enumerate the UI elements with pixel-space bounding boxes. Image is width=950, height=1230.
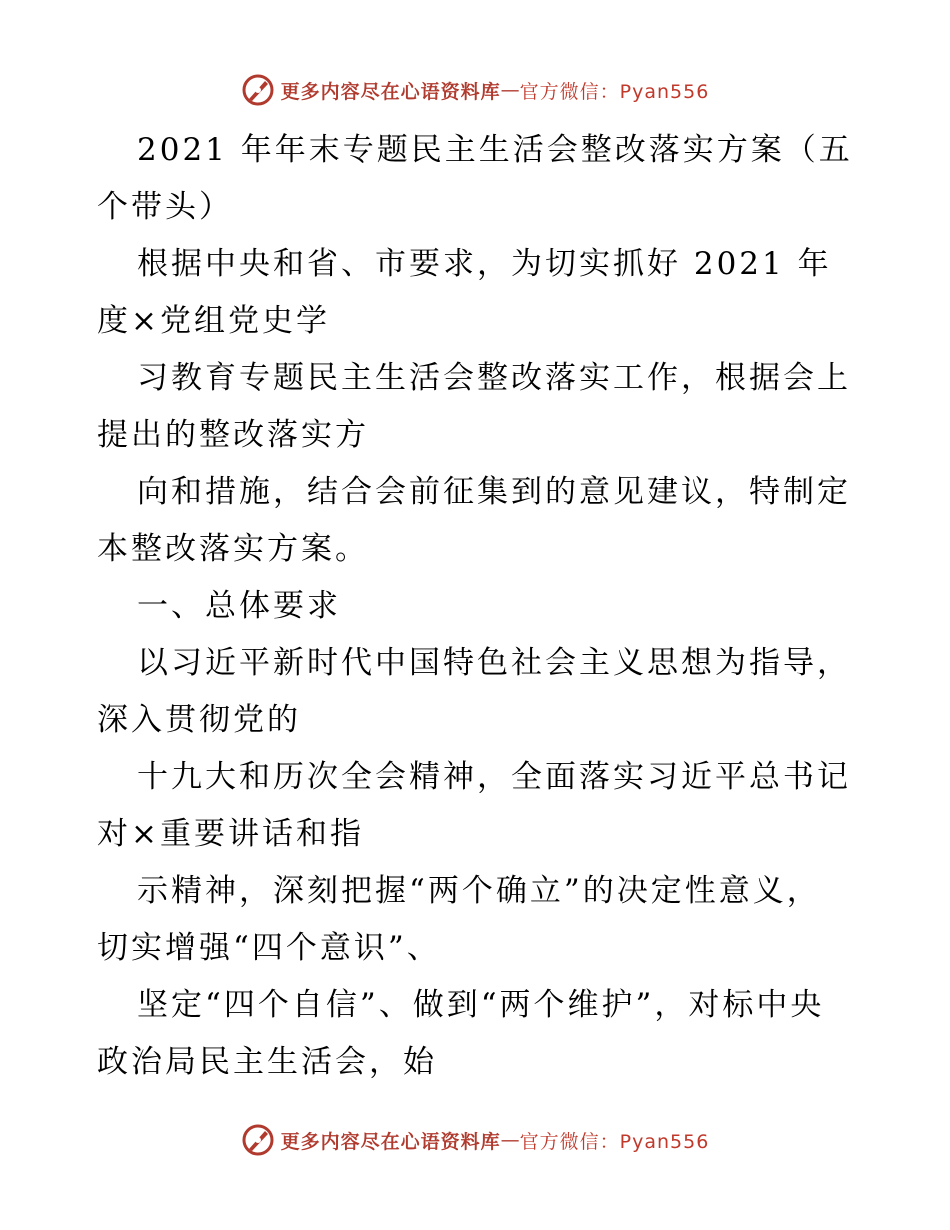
paragraph: 习教育专题民主生活会整改落实工作，根据会上提出的整改落实方 bbox=[97, 360, 851, 453]
document-title: 2021 年年末专题民主生活会整改落实方案（五个带头） bbox=[97, 132, 853, 225]
paragraph: 向和措施，结合会前征集到的意见建议，特制定本整改落实方案。 bbox=[97, 474, 851, 567]
paragraph: 以习近平新时代中国特色社会主义思想为指导，深入贯彻党的 bbox=[97, 645, 851, 738]
section-heading: 一、总体要求 bbox=[137, 588, 341, 624]
banner-dash: — bbox=[500, 1129, 520, 1151]
banner-dash: — bbox=[500, 79, 520, 101]
paragraph: 坚定“四个自信”、做到“两个维护”，对标中央政治局民主生活会，始 bbox=[97, 987, 825, 1080]
quill-logo-icon bbox=[241, 73, 275, 107]
paragraph: 十九大和历次全会精神，全面落实习近平总书记对×重要讲话和指 bbox=[97, 759, 851, 852]
banner-main-text: 更多内容尽在心语资料库 bbox=[280, 80, 501, 103]
footer-banner bbox=[0, 1118, 950, 1162]
header-banner bbox=[0, 68, 950, 112]
paragraph: 根据中央和省、市要求，为切实抓好 2021 年度×党组党史学 bbox=[97, 246, 832, 339]
document-body bbox=[97, 122, 853, 1091]
quill-logo-icon bbox=[241, 1123, 275, 1157]
banner-sub-text: 官方微信：Pyan556 bbox=[519, 80, 710, 103]
paragraph: 示精神，深刻把握“两个确立”的决定性意义，切实增强“四个意识”、 bbox=[97, 873, 821, 966]
banner-main-text: 更多内容尽在心语资料库 bbox=[280, 1130, 501, 1153]
banner-sub-text: 官方微信：Pyan556 bbox=[519, 1130, 710, 1153]
